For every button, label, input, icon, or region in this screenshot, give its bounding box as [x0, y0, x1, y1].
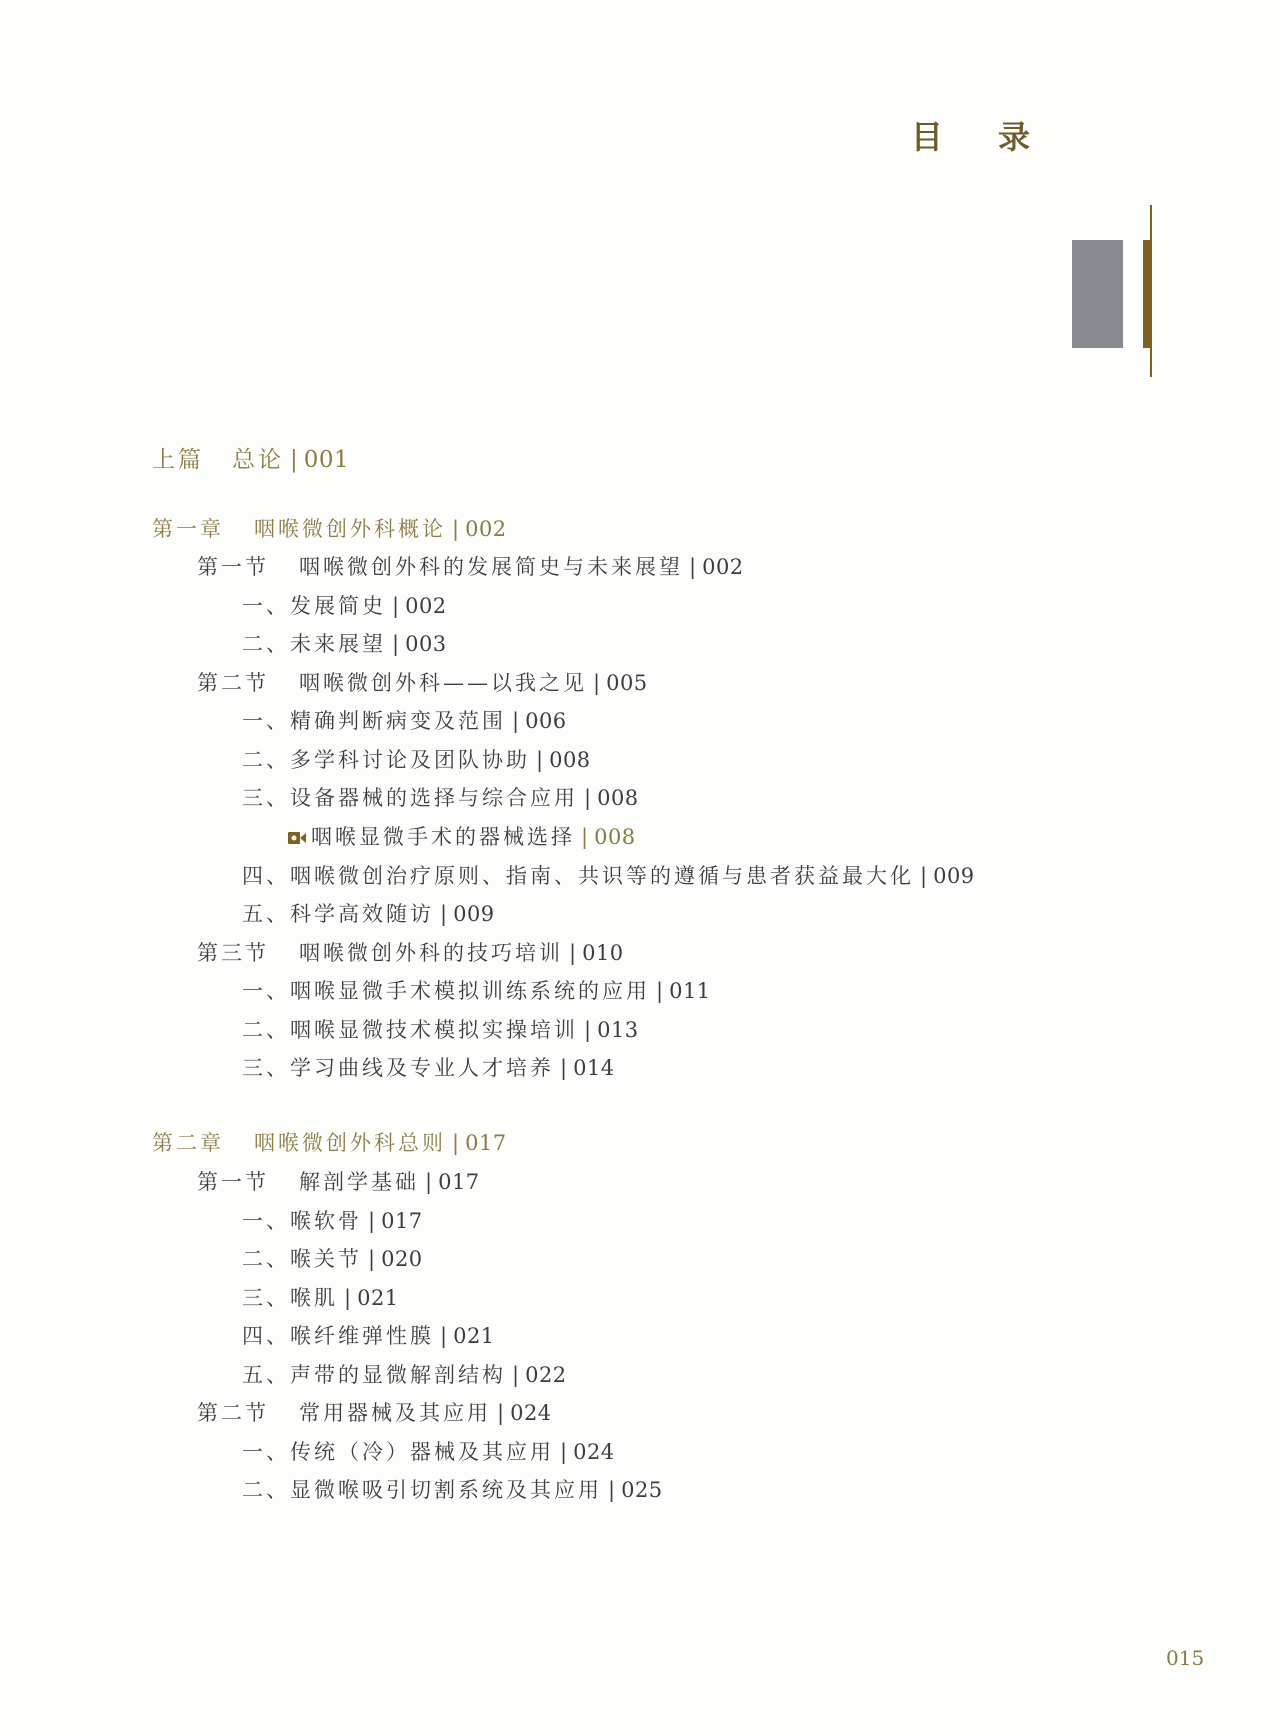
- toc-section[interactable]: 第二节 常用器械及其应用 | 024: [197, 1401, 552, 1425]
- toc-item[interactable]: 一、咽喉显微手术模拟训练系统的应用 | 011: [242, 979, 711, 1003]
- chapter-title: 咽喉微创外科总则: [254, 1131, 446, 1155]
- item-title: 一、精确判断病变及范围: [242, 709, 506, 733]
- toc-item[interactable]: 五、科学高效随访 | 009: [242, 902, 495, 926]
- toc-item[interactable]: 一、传统（冷）器械及其应用 | 024: [242, 1440, 615, 1464]
- page-ref: 013: [597, 1018, 639, 1042]
- page-ref: 001: [303, 447, 350, 473]
- section-label: 第三节: [197, 941, 269, 965]
- page-ref: 024: [510, 1401, 552, 1425]
- page-ref: 002: [465, 517, 507, 541]
- page-ref: 002: [405, 594, 447, 618]
- toc-item[interactable]: 三、喉肌 | 021: [242, 1286, 399, 1310]
- item-title: 二、多学科讨论及团队协助: [242, 748, 530, 772]
- page-ref: 020: [381, 1247, 423, 1271]
- page-ref: 008: [597, 786, 639, 810]
- toc-section[interactable]: 第一节 咽喉微创外科的发展简史与未来展望 | 002: [197, 555, 744, 579]
- chapter-label: 第二章: [152, 1131, 224, 1155]
- item-title: 一、发展简史: [242, 594, 386, 618]
- part-title: 总论: [232, 447, 284, 473]
- item-title: 二、未来展望: [242, 632, 386, 656]
- page-ref: 006: [525, 709, 567, 733]
- page-ref: 008: [549, 748, 591, 772]
- page-ref: 025: [621, 1478, 663, 1502]
- toc-item[interactable]: 三、设备器械的选择与综合应用 | 008: [242, 786, 639, 810]
- item-title: 四、喉纤维弹性膜: [242, 1324, 434, 1348]
- section-title: 咽喉微创外科的技巧培训: [299, 941, 563, 965]
- toc-chapter-2[interactable]: 第二章 咽喉微创外科总则 | 017: [152, 1131, 507, 1155]
- section-title: 解剖学基础: [299, 1170, 419, 1194]
- section-label: 第一节: [197, 555, 269, 579]
- video-title: 咽喉显微手术的器械选择: [311, 825, 575, 849]
- chapter-label: 第一章: [152, 517, 224, 541]
- section-label: 第二节: [197, 1401, 269, 1425]
- toc-item[interactable]: 一、精确判断病变及范围 | 006: [242, 709, 567, 733]
- page-ref: 017: [381, 1209, 423, 1233]
- page-ref: 008: [594, 825, 636, 849]
- page-ref: 017: [465, 1131, 507, 1155]
- page-ref: 002: [702, 555, 744, 579]
- page-ref: 021: [357, 1286, 399, 1310]
- part-label: 上篇: [152, 447, 204, 473]
- item-title: 二、咽喉显微技术模拟实操培训: [242, 1018, 578, 1042]
- item-title: 五、声带的显微解剖结构: [242, 1363, 506, 1387]
- chapter-title: 咽喉微创外科概论: [254, 517, 446, 541]
- toc-item[interactable]: 四、喉纤维弹性膜 | 021: [242, 1324, 495, 1348]
- video-camera-icon: [287, 829, 307, 850]
- page-ref: 017: [438, 1170, 480, 1194]
- toc-item[interactable]: 二、未来展望 | 003: [242, 632, 447, 656]
- toc-video-item[interactable]: 咽喉显微手术的器械选择 | 008: [287, 827, 636, 850]
- item-title: 三、学习曲线及专业人才培养: [242, 1056, 554, 1080]
- page-title: 目 录: [910, 118, 1052, 156]
- section-label: 第一节: [197, 1170, 269, 1194]
- item-title: 一、传统（冷）器械及其应用: [242, 1440, 554, 1464]
- toc-item[interactable]: 二、显微喉吸引切割系统及其应用 | 025: [242, 1478, 663, 1502]
- page-ref: 010: [582, 941, 624, 965]
- toc-item[interactable]: 二、咽喉显微技术模拟实操培训 | 013: [242, 1018, 639, 1042]
- toc-item[interactable]: 四、咽喉微创治疗原则、指南、共识等的遵循与患者获益最大化 | 009: [242, 864, 975, 888]
- section-title: 咽喉微创外科的发展简史与未来展望: [299, 555, 683, 579]
- page-ref: 011: [669, 979, 711, 1003]
- item-title: 二、显微喉吸引切割系统及其应用: [242, 1478, 602, 1502]
- toc-section[interactable]: 第三节 咽喉微创外科的技巧培训 | 010: [197, 941, 624, 965]
- item-title: 四、咽喉微创治疗原则、指南、共识等的遵循与患者获益最大化: [242, 864, 914, 888]
- page-ref: 009: [933, 864, 975, 888]
- toc-section[interactable]: 第二节 咽喉微创外科——以我之见 | 005: [197, 671, 648, 695]
- toc-part-general[interactable]: 上篇 总论 | 001: [152, 447, 350, 473]
- page-ref: 003: [405, 632, 447, 656]
- item-title: 二、喉关节: [242, 1247, 362, 1271]
- page-ref: 024: [573, 1440, 615, 1464]
- toc-chapter-1[interactable]: 第一章 咽喉微创外科概论 | 002: [152, 517, 507, 541]
- section-title: 常用器械及其应用: [299, 1401, 491, 1425]
- section-title: 咽喉微创外科——以我之见: [299, 671, 587, 695]
- item-title: 一、喉软骨: [242, 1209, 362, 1233]
- toc-item[interactable]: 二、喉关节 | 020: [242, 1247, 423, 1271]
- page-number: 015: [1166, 1646, 1205, 1670]
- page-ref: 014: [573, 1056, 615, 1080]
- page-ref: 021: [453, 1324, 495, 1348]
- page-ref: 022: [525, 1363, 567, 1387]
- item-title: 五、科学高效随访: [242, 902, 434, 926]
- page-ref: 009: [453, 902, 495, 926]
- toc-item[interactable]: 一、发展简史 | 002: [242, 594, 447, 618]
- item-title: 三、喉肌: [242, 1286, 338, 1310]
- toc-item[interactable]: 五、声带的显微解剖结构 | 022: [242, 1363, 567, 1387]
- toc-section[interactable]: 第一节 解剖学基础 | 017: [197, 1170, 480, 1194]
- toc-item[interactable]: 一、喉软骨 | 017: [242, 1209, 423, 1233]
- section-label: 第二节: [197, 671, 269, 695]
- item-title: 一、咽喉显微手术模拟训练系统的应用: [242, 979, 650, 1003]
- toc-item[interactable]: 三、学习曲线及专业人才培养 | 014: [242, 1056, 615, 1080]
- item-title: 三、设备器械的选择与综合应用: [242, 786, 578, 810]
- page-ref: 005: [606, 671, 648, 695]
- toc-item[interactable]: 二、多学科讨论及团队协助 | 008: [242, 748, 591, 772]
